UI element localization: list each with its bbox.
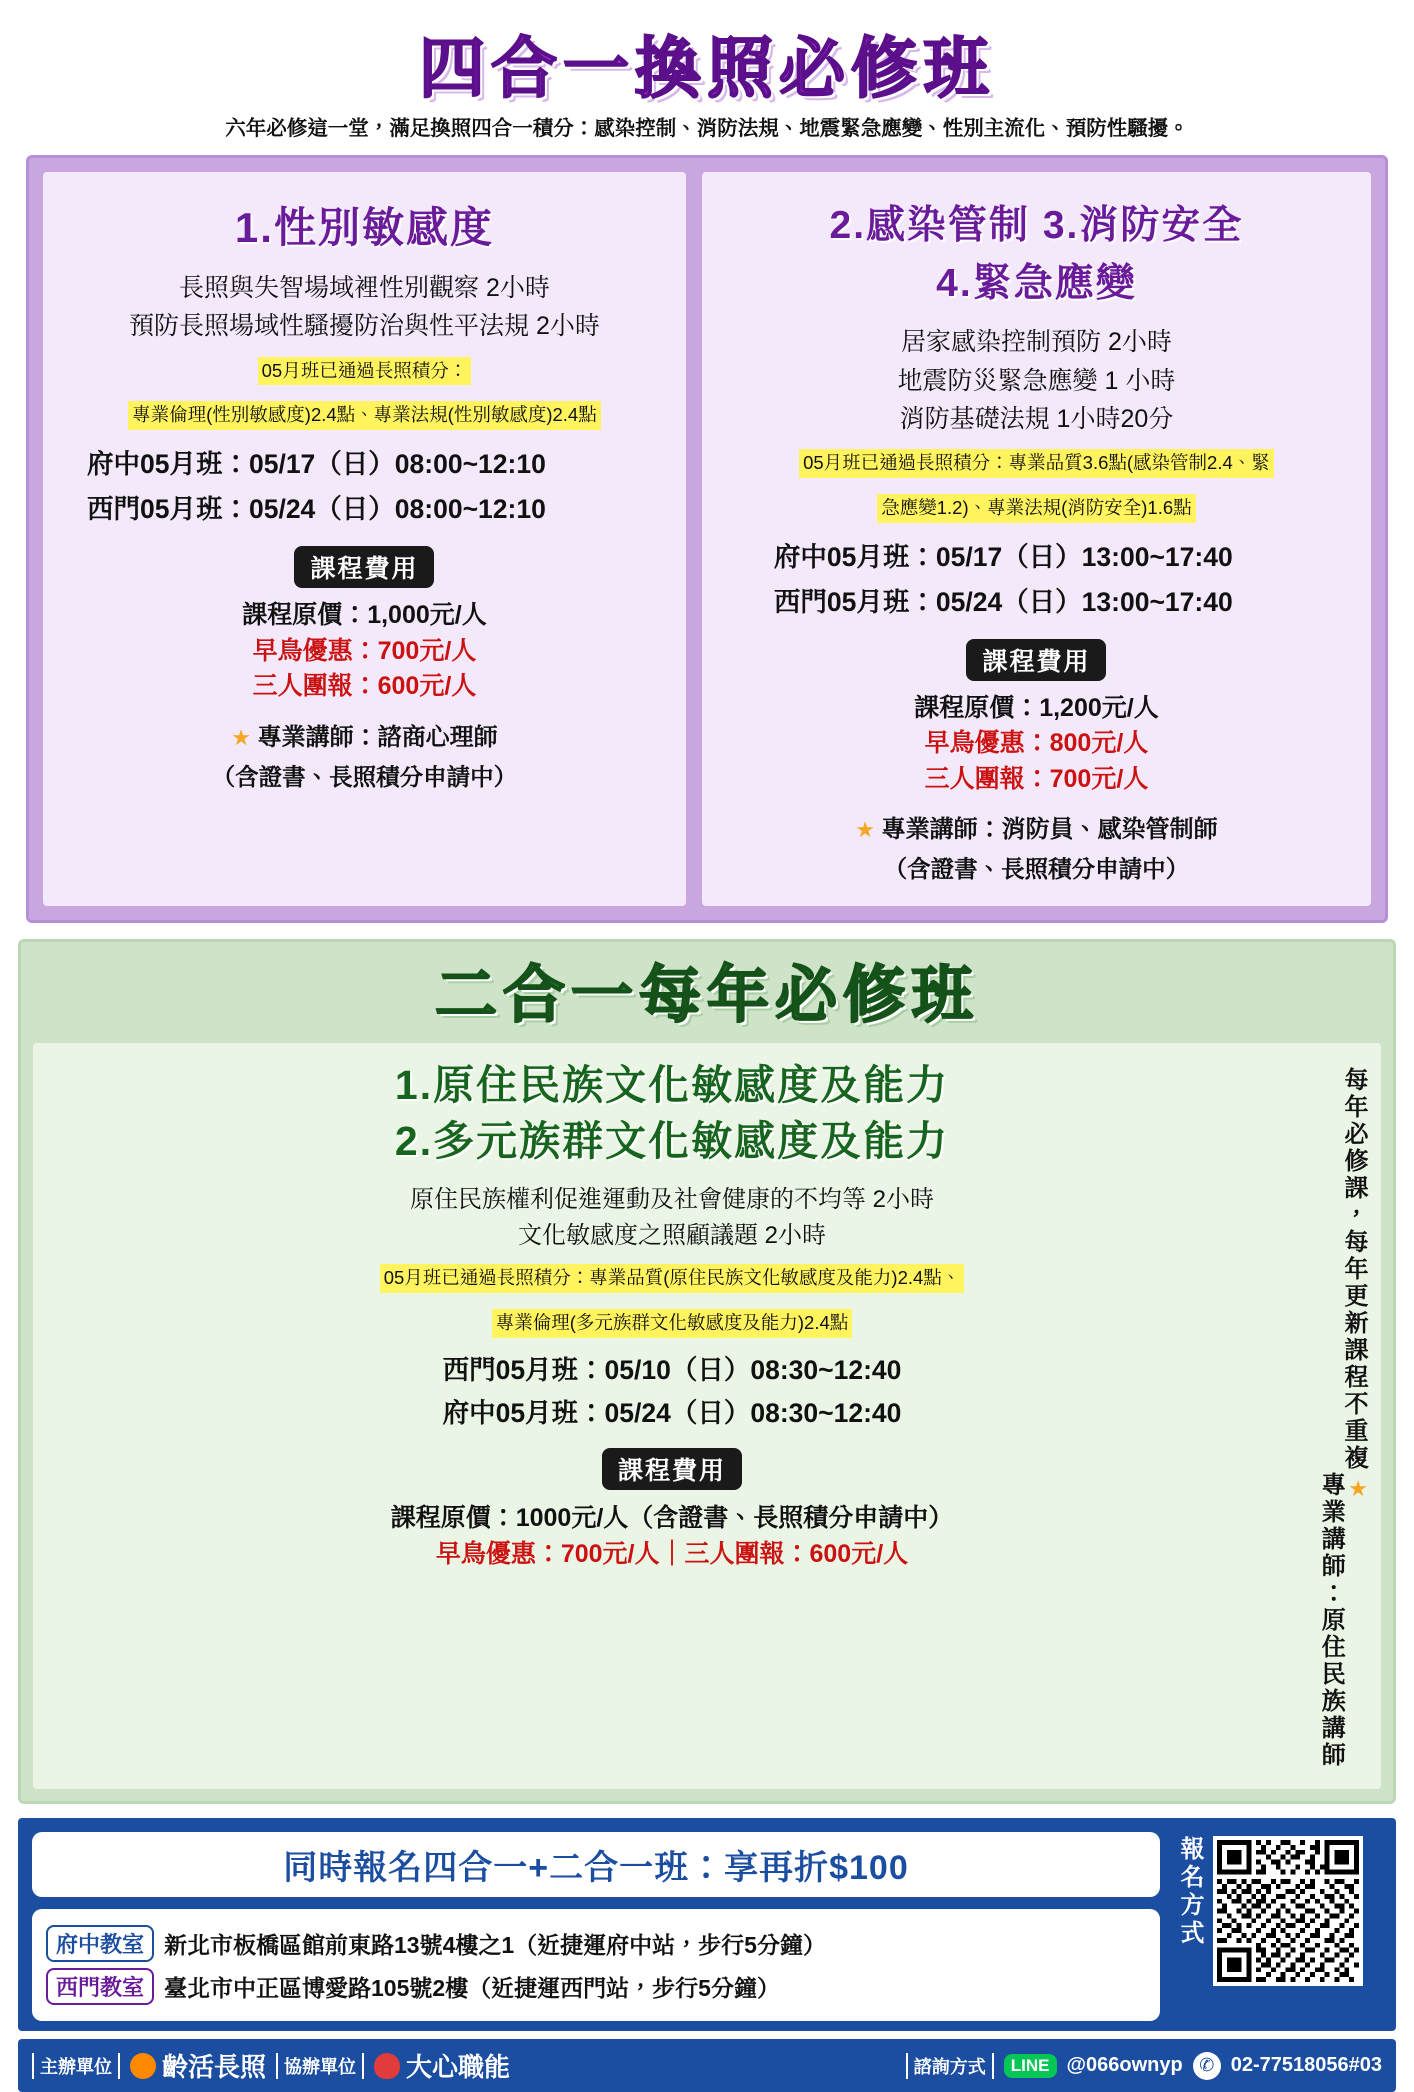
course3-hour-line-1: 原住民族權利促進運動及社會健康的不均等 2小時 bbox=[409, 1185, 934, 1213]
course1-fee-original: 課程原價：1,000元/人 bbox=[242, 601, 487, 630]
section2-title: 二合一每年必修班 bbox=[434, 961, 979, 1031]
section2-body bbox=[33, 1043, 1381, 1789]
course2-class-2: 西門05月班：05/24（日）13:00~17:40 bbox=[773, 586, 1233, 617]
classroom-tag-fuzhong: 府中教室 bbox=[46, 1925, 154, 1962]
course2-fee-group: 三人團報：700元/人 bbox=[924, 764, 1149, 793]
course1-lecturer-row bbox=[57, 721, 672, 756]
course1-hours bbox=[57, 270, 672, 345]
course3-fees bbox=[83, 1500, 1261, 1573]
star-icon: ★ bbox=[855, 817, 875, 843]
course2-hour-line-2: 地震防災緊急應變 1 小時 bbox=[897, 366, 1176, 395]
heart-icon bbox=[374, 2053, 400, 2079]
course2-hours bbox=[716, 324, 1357, 437]
course1-credit-line-1: 05月班已通過長照積分： bbox=[258, 357, 472, 386]
qr-block bbox=[1172, 1832, 1382, 2021]
promo-banner: 同時報名四合一+二合一班：享再折$100 bbox=[32, 1832, 1160, 1897]
course2-fee-early: 早鳥優惠：800元/人 bbox=[924, 729, 1149, 758]
enroll-left bbox=[32, 1832, 1160, 2021]
classroom-addresses bbox=[32, 1909, 1160, 2021]
classroom-address-fuzhong: 新北市板橋區館前東路13號4樓之1（近捷運府中站，步行5分鐘） bbox=[164, 1932, 826, 1959]
course2-lecturer: 專業講師：消防員、感染管制師 bbox=[881, 816, 1218, 844]
course3-hour-line-2: 文化敏感度之照顧議題 2小時 bbox=[517, 1221, 826, 1249]
course1-class-1: 府中05月班：05/17（日）08:00~12:10 bbox=[87, 449, 546, 480]
star-icon: ★ bbox=[231, 724, 251, 750]
classroom-row-fuzhong bbox=[46, 1925, 1146, 1962]
course1-hour-line-1: 長照與失智場域裡性別觀察 2小時 bbox=[179, 274, 550, 303]
course3-heading-1: 1.原住民族文化敏感度及能力 bbox=[394, 1062, 950, 1109]
course3-fee-discount: 早鳥優惠：700元/人｜三人團報：600元/人 bbox=[435, 1539, 909, 1568]
course2-lecturer-row bbox=[716, 813, 1357, 848]
course3-heading-2: 2.多元族群文化敏感度及能力 bbox=[394, 1117, 950, 1164]
course3-fee-original: 課程原價：1000元/人（含證書、長照積分申請中） bbox=[390, 1503, 954, 1532]
course-panels bbox=[26, 155, 1388, 923]
section-two-in-one bbox=[18, 939, 1396, 1804]
host-logo-icon bbox=[130, 2053, 156, 2079]
section2-side-note bbox=[1261, 1057, 1371, 1769]
qr-code-icon[interactable] bbox=[1213, 1836, 1363, 1986]
host-name: 齡活長照 bbox=[162, 2052, 267, 2083]
phone-icon: ✆ bbox=[1193, 2052, 1221, 2080]
course1-fee-group: 三人團報：600元/人 bbox=[252, 672, 477, 701]
star-icon: ★ bbox=[1348, 1476, 1371, 1502]
course2-heading-2: 4.緊急應變 bbox=[936, 262, 1137, 306]
section2-side-lecturer: 專業講師：原住民族講師 bbox=[1317, 1472, 1345, 1770]
course-card-infection-fire bbox=[702, 172, 1371, 906]
course3-credit-block bbox=[83, 1254, 1261, 1344]
course1-fees bbox=[57, 598, 672, 705]
coorg-label: 協辦單位 bbox=[276, 2053, 364, 2079]
course2-hour-line-3: 消防基礎法規 1小時20分 bbox=[899, 404, 1174, 433]
host-org bbox=[130, 2047, 266, 2084]
section-enroll bbox=[18, 1818, 1396, 2031]
classroom-address-ximen: 臺北市中正區博愛路105號2樓（近捷運西門站，步行5分鐘） bbox=[164, 1975, 780, 2002]
coorg-org bbox=[374, 2047, 510, 2084]
course2-credit-line-1: 05月班已通過長照積分：專業品質3.6點(感染管制2.4、緊 bbox=[799, 449, 1274, 478]
classroom-tag-ximen: 西門教室 bbox=[46, 1968, 154, 2005]
course1-note: （含證書、長照積分申請中） bbox=[211, 763, 518, 790]
course2-note: （含證書、長照積分申請中） bbox=[883, 856, 1190, 883]
course1-fee-early: 早鳥優惠：700元/人 bbox=[252, 636, 477, 665]
course3-fee-badge: 課程費用 bbox=[602, 1448, 742, 1490]
course2-fee-original: 課程原價：1,200元/人 bbox=[914, 693, 1159, 722]
course2-credit-block bbox=[716, 439, 1357, 529]
course2-credit-line-2: 急應變1.2)、專業法規(消防安全)1.6點 bbox=[877, 494, 1195, 523]
course3-hours bbox=[83, 1182, 1261, 1254]
course3-class-2: 府中05月班：05/24（日）08:30~12:40 bbox=[442, 1397, 902, 1428]
course-card-gender bbox=[43, 172, 686, 906]
qr-label: 報名方式 bbox=[1176, 1836, 1203, 1949]
contact-label: 諮詢方式 bbox=[906, 2053, 994, 2079]
section1-subtitle: 六年必修這一堂，滿足換照四合一積分：感染控制、消防法規、地震緊急應變、性別主流化、預防性騷擾。 bbox=[225, 116, 1189, 140]
course1-credit-line-2: 專業倫理(性別敏感度)2.4點、專業法規(性別敏感度)2.4點 bbox=[128, 401, 601, 430]
course3-credit-line-2: 專業倫理(多元族群文化敏感度及能力)2.4點 bbox=[492, 1309, 853, 1338]
section2-side-lecturer-wrap bbox=[1312, 1472, 1371, 1769]
course2-heading-1: 2.感染管制 3.消防安全 bbox=[829, 203, 1244, 247]
coorg-name: 大心職能 bbox=[406, 2052, 511, 2083]
section2-main bbox=[43, 1057, 1261, 1769]
section2-side-note-text: 每年必修課，每年更新課程不重複 bbox=[1340, 1067, 1367, 1473]
course2-fees bbox=[716, 691, 1357, 798]
line-id[interactable]: @066ownyp bbox=[1066, 2054, 1183, 2077]
course1-hour-line-2: 預防長照場域性騷擾防治與性平法規 2小時 bbox=[129, 312, 600, 341]
course1-heading: 1.性別敏感度 bbox=[234, 203, 494, 251]
course1-class-2: 西門05月班：05/24（日）08:00~12:10 bbox=[87, 494, 546, 525]
line-icon[interactable]: LINE bbox=[1004, 2054, 1057, 2078]
course2-fee-badge: 課程費用 bbox=[966, 639, 1106, 681]
course3-class-1: 西門05月班：05/10（日）08:30~12:40 bbox=[442, 1354, 902, 1385]
section-four-in-one bbox=[0, 0, 1414, 923]
phone-number[interactable]: 02-77518056#03 bbox=[1230, 2054, 1382, 2077]
course2-class-1: 府中05月班：05/17（日）13:00~17:40 bbox=[773, 541, 1233, 572]
course2-hour-line-1: 居家感染控制預防 2小時 bbox=[901, 328, 1172, 357]
course1-fee-badge: 課程費用 bbox=[294, 546, 434, 588]
footer-bar bbox=[18, 2039, 1396, 2092]
course1-credit-block bbox=[57, 347, 672, 437]
course1-lecturer: 專業講師：諮商心理師 bbox=[257, 723, 498, 751]
host-label: 主辦單位 bbox=[32, 2053, 120, 2079]
section1-title: 四合一換照必修班 bbox=[419, 31, 995, 105]
course3-credit-line-1: 05月班已通過長照積分：專業品質(原住民族文化敏感度及能力)2.4點、 bbox=[380, 1264, 965, 1293]
